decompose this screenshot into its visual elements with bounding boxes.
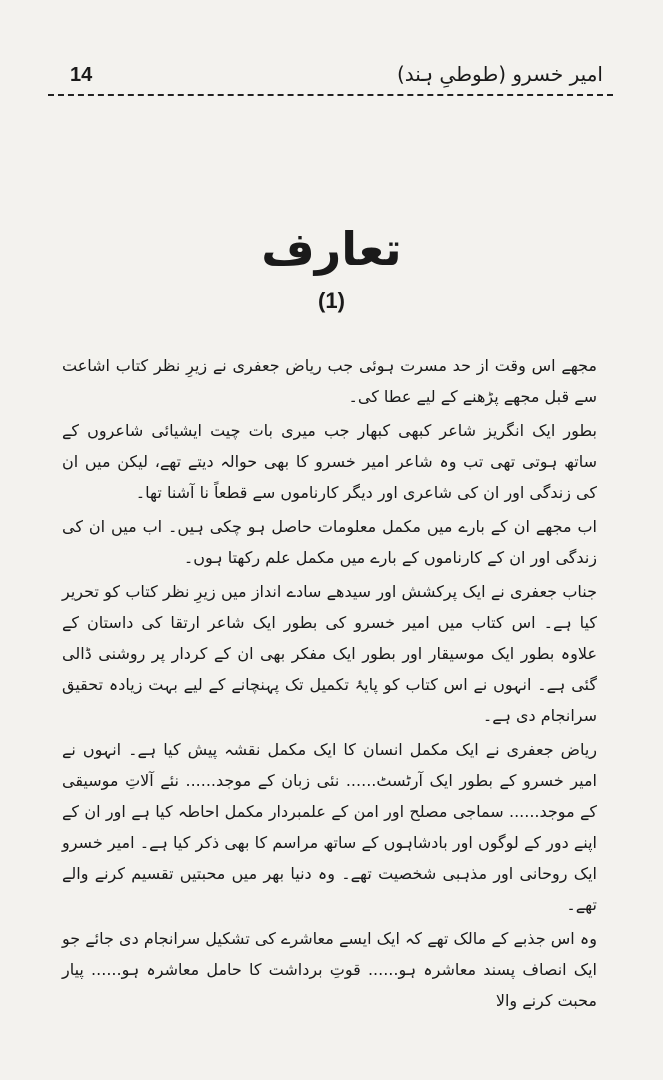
body-text [62,350,597,1019]
paragraph: وہ اس جذبے کے مالک تھے کہ ایک ایسے معاشرے کی تشکیل سرانجام دی جائے جو ایک انصاف پسند معاشرہ ہو...... قوتِ برداشت کا حامل معاشرہ ہو...... پیار محبت کرنے والا [62,929,598,1010]
page-header [48,58,613,92]
running-title: امیر خسرو (طوطیِ ہند) [396,62,603,86]
chapter-title: تعارف [261,222,402,276]
header-divider [48,94,613,96]
paragraph: بطور ایک انگریز شاعر کبھی کبھار جب میری بات چیت ایشیائی شاعروں کے ساتھ ہوتی تھی تب وہ شاعر امیر خسرو کا بھی حوالہ دیتے تھے، لیکن میں ان کی زندگی اور ان کی شاعری اور دیگر کارناموں سے قطعاً نا آشنا تھا۔ [62,421,597,502]
paragraph: مجھے اس وقت از حد مسرت ہوئی جب ریاض جعفری نے زیرِ نظر کتاب اشاعت سے قبل مجھے پڑھنے کے لیے عطا کی۔ [62,356,597,406]
paragraph: اب مجھے ان کے بارے میں مکمل معلومات حاصل ہو چکی ہیں۔ اب میں ان کی زندگی اور ان کے کارناموں کے بارے میں مکمل علم رکھتا ہوں۔ [62,517,597,567]
paragraph: جناب جعفری نے ایک پرکشش اور سیدھے سادے انداز میں زیرِ نظر کتاب کو تحریر کیا ہے۔ اس کتاب میں امیر خسرو کی بطور ایک شاعر ارتقا کی داستان کے علاوہ بطور ایک موسیقار اور بطور ایک مفکر بھی ان کے کردار پر روشنی ڈالی گئی ہے۔ انہوں نے اس کتاب کو پایۂ تکمیل تک پہنچانے کے لیے بہت زیادہ تحقیق سرانجام دی ہے۔ [62,582,597,725]
paragraph: ریاض جعفری نے ایک مکمل انسان کا ایک مکمل نقشہ پیش کیا ہے۔ انہوں نے امیر خسرو کے بطور ایک آرٹسٹ...... نئی زبان کے موجد...... نئے آلاتِ موسیقی کے موجد...... سماجی مصلح اور امن کے علمبردار مکمل احاطہ کیا ہے اور ان کے اپنے دور کے لوگوں اور بادشاہوں کے ساتھ مراسم کا بھی ذکر کیا ہے۔ امیر خسرو ایک روحانی اور مذہبی شخصیت تھے۔ وہ دنیا بھر میں محبتیں تقسیم کرنے والے تھے۔ [62,740,597,914]
page-number: 14 [70,64,93,86]
chapter-number: (1) [318,288,345,313]
